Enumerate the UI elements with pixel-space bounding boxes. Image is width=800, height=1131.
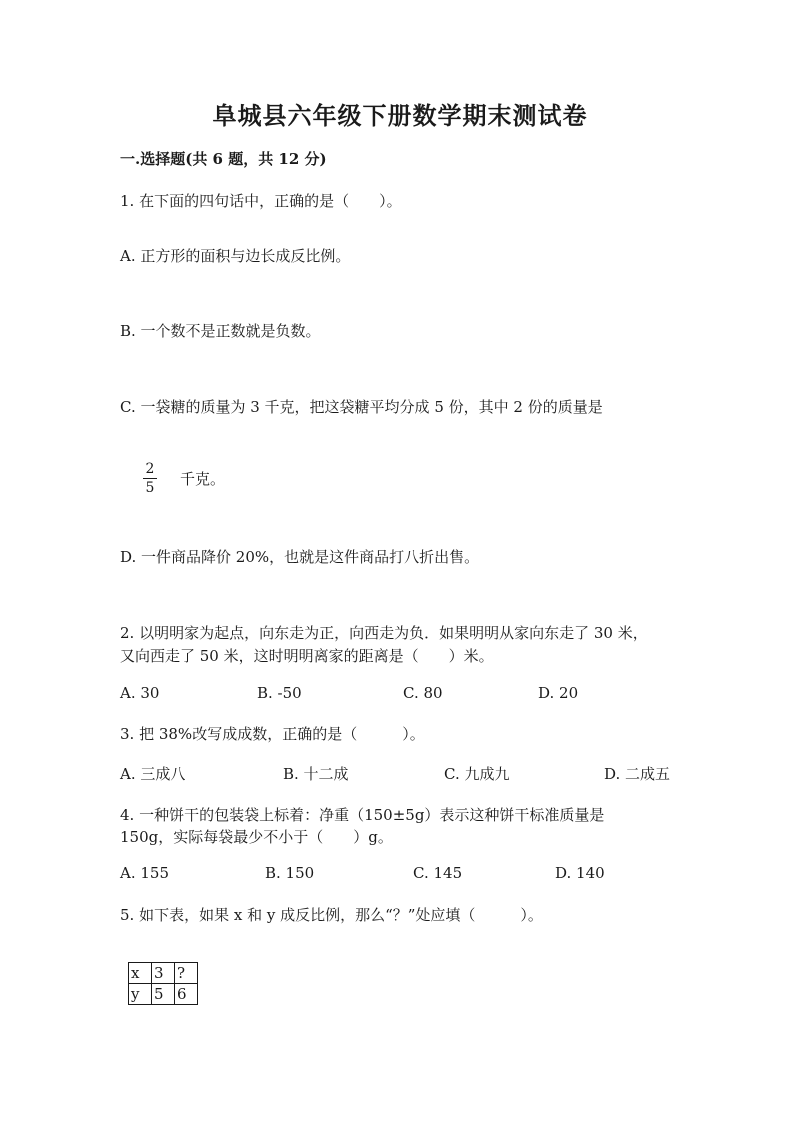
table-cell: ?: [175, 963, 198, 984]
q3-stem: 3. 把 38%改写成成数，正确的是（ ）。: [120, 725, 425, 743]
q2-option-b: B. -50: [257, 684, 302, 702]
q5-xy-table: [128, 962, 198, 1005]
q4-option-d: D. 140: [555, 864, 605, 882]
table-cell: y: [129, 984, 152, 1005]
page-title: 阜城县六年级下册数学期末测试卷: [212, 101, 588, 130]
table-row: [129, 963, 198, 984]
table-cell: x: [129, 963, 152, 984]
q2-stem-line2: 又向西走了 50 米，这时明明离家的距离是（ ）米。: [120, 647, 494, 665]
q2-option-d: D. 20: [538, 684, 579, 702]
table-cell: 3: [152, 963, 175, 984]
q4-option-c: C. 145: [413, 864, 463, 882]
q1-option-c-unit: 千克。: [180, 470, 226, 488]
table-row: [129, 984, 198, 1005]
q1-option-c: C. 一袋糖的质量为 3 千克，把这袋糖平均分成 5 份，其中 2 份的质量是: [120, 398, 603, 416]
q4-stem-line1: 4. 一种饼干的包装袋上标着：净重（150±5g）表示这种饼干标准质量是: [120, 806, 605, 824]
q3-option-c: C. 九成九: [444, 765, 510, 783]
q5-stem: 5. 如下表，如果 x 和 y 成反比例，那么“？”处应填（ ）。: [120, 906, 543, 924]
q1-option-d: D. 一件商品降价 20%，也就是这件商品打八折出售。: [120, 548, 480, 566]
q2-option-c: C. 80: [403, 684, 443, 702]
q1-option-c-fraction: [143, 462, 157, 495]
table-cell: 5: [152, 984, 175, 1005]
q4-stem-line2: 150g，实际每袋最少不小于（ ）g。: [120, 828, 393, 846]
section-heading: 一.选择题(共 6 题，共 12 分): [120, 150, 327, 168]
table-cell: 6: [175, 984, 198, 1005]
q3-option-a: A. 三成八: [120, 765, 186, 783]
q1-option-b: B. 一个数不是正数就是负数。: [120, 322, 321, 340]
fraction-numerator: 2: [145, 461, 155, 477]
q4-option-b: B. 150: [265, 864, 315, 882]
q2-option-a: A. 30: [120, 684, 160, 702]
q2-stem-line1: 2. 以明明家为起点，向东走为正，向西走为负．如果明明从家向东走了 30 米，: [120, 624, 648, 642]
q3-option-d: D. 二成五: [604, 765, 671, 783]
fraction-denominator: 5: [145, 480, 155, 496]
q1-option-a: A. 正方形的面积与边长成反比例。: [120, 247, 351, 265]
q4-option-a: A. 155: [120, 864, 169, 882]
q3-option-b: B. 十二成: [283, 765, 349, 783]
fraction-bar: [143, 478, 157, 479]
q1-stem: 1. 在下面的四句话中，正确的是（ ）。: [120, 192, 402, 210]
